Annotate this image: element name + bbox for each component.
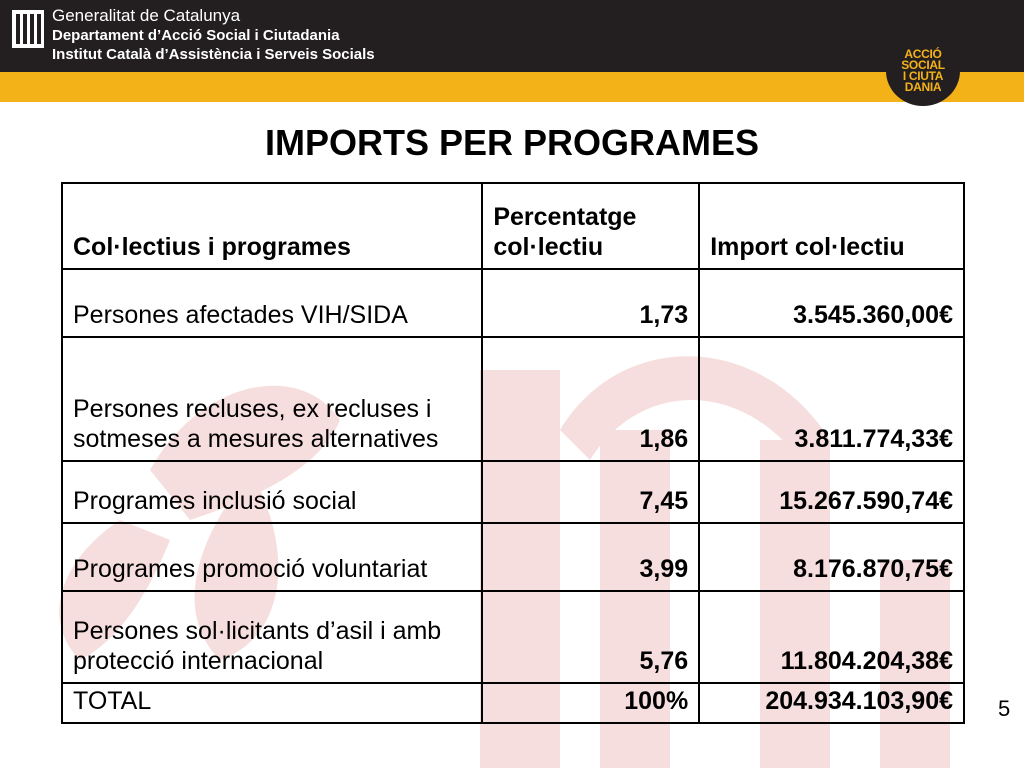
- table-row: [62, 461, 964, 523]
- row-name: Persones sol·licitants d’asil i amb protecció internacional: [62, 591, 482, 683]
- header-bar: [0, 0, 1024, 72]
- row-amount: 8.176.870,75€: [699, 523, 964, 591]
- org-line-1: Generalitat de Catalunya: [52, 6, 241, 25]
- header-cell-programs: Col·lectius i programes: [62, 183, 482, 269]
- row-percent: 1,86: [482, 337, 699, 461]
- programs-table: [61, 182, 965, 724]
- row-percent: 100%: [482, 683, 699, 723]
- badge-line: SOCIAL: [901, 58, 945, 72]
- header-cell-percent: Percentatge col·lectiu: [482, 183, 699, 269]
- table-row: [62, 523, 964, 591]
- row-amount: 3.545.360,00€: [699, 269, 964, 337]
- row-amount: 11.804.204,38€: [699, 591, 964, 683]
- generalitat-logo-icon: [12, 10, 44, 48]
- row-percent: 5,76: [482, 591, 699, 683]
- row-amount: 204.934.103,90€: [699, 683, 964, 723]
- row-percent: 3,99: [482, 523, 699, 591]
- badge-line: I CIUTA: [902, 69, 944, 83]
- organization-name: [52, 6, 375, 64]
- badge-line: ACCIÓ: [904, 47, 942, 61]
- row-name: Programes inclusió social: [62, 461, 482, 523]
- row-percent: 7,45: [482, 461, 699, 523]
- row-percent: 1,73: [482, 269, 699, 337]
- org-line-2: Departament d’Acció Social i Ciutadania: [52, 27, 340, 44]
- row-name: TOTAL: [62, 683, 482, 723]
- org-line-3: Institut Català d’Assistència i Serveis Socials: [52, 46, 375, 63]
- header-accent-stripe: [0, 69, 1024, 102]
- badge-line: DANIA: [904, 80, 942, 94]
- row-name: Persones afectades VIH/SIDA: [62, 269, 482, 337]
- accio-social-badge: [886, 36, 960, 106]
- row-name: Persones recluses, ex recluses i sotmeses a mesures alternatives: [62, 337, 482, 461]
- header-cell-amount: Import col·lectiu: [699, 183, 964, 269]
- row-amount: 15.267.590,74€: [699, 461, 964, 523]
- row-amount: 3.811.774,33€: [699, 337, 964, 461]
- page-number: 5: [998, 696, 1011, 721]
- table-row: [62, 591, 964, 683]
- table-row: [62, 269, 964, 337]
- table-header-row: [62, 183, 964, 269]
- page-title: IMPORTS PER PROGRAMES: [264, 122, 760, 163]
- row-name: Programes promoció voluntariat: [62, 523, 482, 591]
- table-row-total: [62, 683, 964, 723]
- table-row: [62, 337, 964, 461]
